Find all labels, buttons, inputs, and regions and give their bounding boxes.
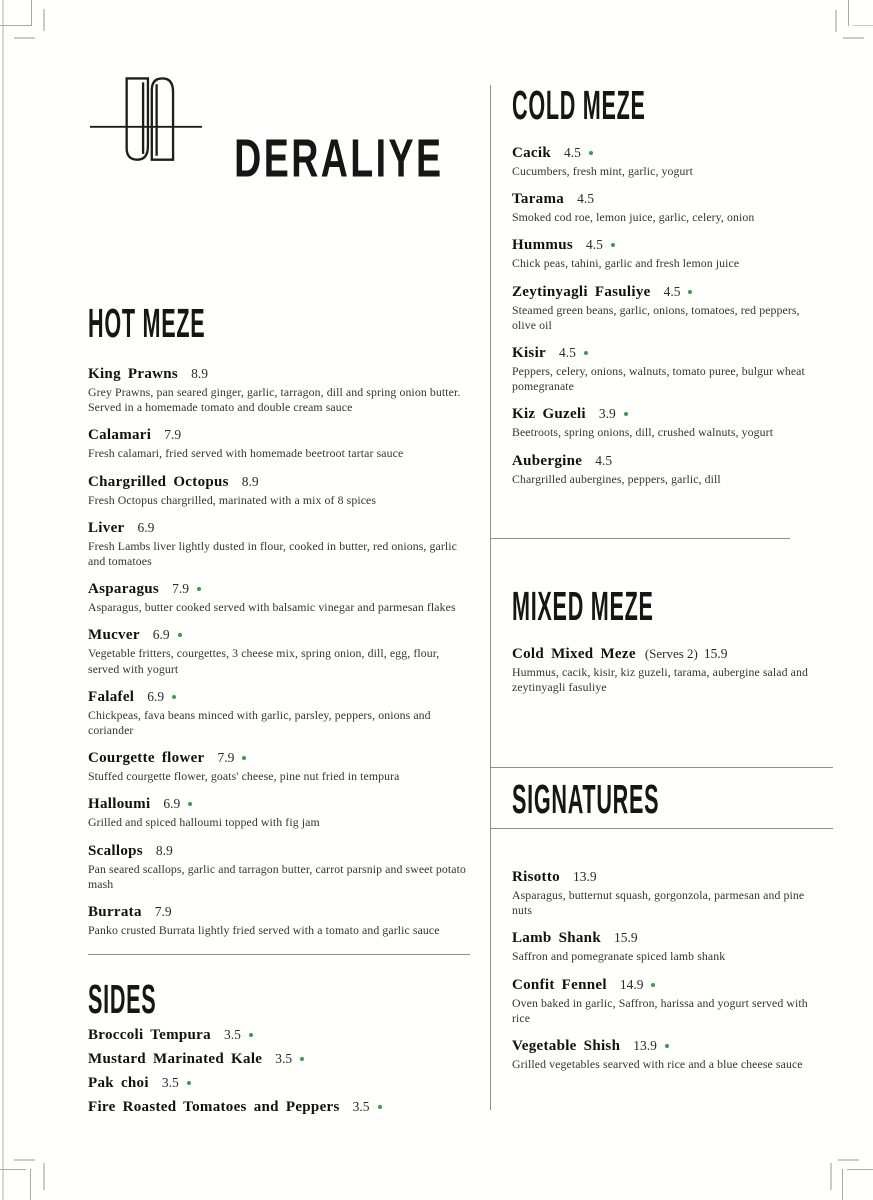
item-serving-note: (Serves 2): [644, 646, 698, 661]
item-description: Fresh Lambs liver lightly dusted in flour, cooked in butter, red onions, garlic and tomatoes: [88, 538, 457, 569]
item-price: 14.9: [619, 976, 644, 992]
signatures-top-divider: [490, 767, 833, 768]
crop-mark-line: [847, 1169, 873, 1170]
vegetarian-dot-icon: [651, 983, 655, 987]
item-description: Fresh calamari, fried served with homemade beetroot tartar sauce: [88, 446, 404, 461]
item-name: Confit Fennel: [512, 976, 607, 993]
item-price: 13.9: [633, 1038, 657, 1054]
vegetarian-dot-icon: [187, 1081, 191, 1085]
cold-meze-list: [512, 144, 814, 498]
menu-item: [88, 795, 472, 830]
menu-item: [512, 645, 814, 695]
item-name: Cold Mixed Meze: [512, 646, 636, 662]
item-price: 7.9: [172, 581, 189, 597]
vegetarian-dot-icon: [665, 1044, 669, 1048]
sides-title: SIDES: [88, 978, 157, 1023]
item-description: Peppers, celery, onions, walnuts, tomato puree, bulgur wheat pomegranate: [512, 364, 805, 394]
item-description: Chickpeas, fava beans minced with garlic, parsley, peppers, onions and coriander: [88, 707, 431, 738]
mixed-meze-list: [512, 645, 814, 706]
item-description: Grilled and spiced halloumi topped with fig jam: [88, 815, 320, 830]
item-price: 6.9: [137, 519, 155, 535]
item-name: Calamari: [88, 427, 152, 444]
item-name: Aubergine: [512, 452, 583, 469]
menu-item: [88, 365, 472, 415]
crop-mark-line: [30, 1169, 31, 1200]
cold-meze-title: COLD MEZE: [512, 84, 646, 129]
menu-item: [88, 1050, 472, 1068]
item-price: 4.5: [585, 237, 603, 253]
item-name: Scallops: [88, 842, 143, 859]
menu-item: [512, 868, 814, 918]
signatures-title: SIGNATURES: [512, 778, 660, 823]
menu-item: [512, 452, 814, 487]
vegetarian-dot-icon: [300, 1057, 304, 1061]
item-price: 4.5: [564, 145, 581, 160]
item-name: Risotto: [512, 869, 560, 885]
brand-logo: [88, 72, 470, 189]
crop-mark-tick: [838, 1159, 859, 1161]
item-name: Asparagus: [88, 581, 160, 598]
crop-mark-line: [0, 25, 32, 26]
item-price: 4.5: [663, 283, 681, 299]
signatures-title-divider: [490, 828, 833, 829]
item-price: 3.9: [598, 406, 616, 422]
crop-mark-tick: [14, 1159, 35, 1161]
item-description: Asparagus, butternut squash, gorgonzola, parmesan and pine nuts: [512, 888, 805, 918]
vegetarian-dot-icon: [188, 802, 192, 806]
item-description: Hummus, cacik, kisir, kiz guzeli, tarama, aubergine salad and zeytinyagli fasuliye: [512, 665, 808, 695]
crop-mark-tick: [43, 9, 45, 31]
item-name: Tarama: [512, 191, 565, 208]
hot-meze-title: HOT MEZE: [88, 302, 206, 347]
vegetarian-dot-icon: [197, 587, 201, 591]
item-description: Vegetable fritters, courgettes, 3 cheese mix, spring onion, dill, egg, flour, served with yogurt: [88, 646, 440, 676]
item-price: 6.9: [152, 627, 170, 643]
item-name: Liver: [88, 519, 125, 536]
item-name: Hummus: [512, 237, 573, 254]
item-name: Fire Roasted Tomatoes and Peppers: [88, 1099, 340, 1115]
item-description: Pan seared scallops, garlic and tarragon butter, carrot parsnip and sweet potato mash: [88, 861, 467, 891]
cold-meze-bottom-divider: [490, 538, 790, 539]
menu-item: [512, 144, 814, 179]
item-price: 4.5: [595, 452, 613, 468]
item-description: Grey Prawns, pan seared ginger, garlic, tarragon, dill and spring onion butter. Served in a homemade tomato and double cream sauce: [88, 385, 461, 415]
item-description: Oven baked in garlic, Saffron, harissa and yogurt served with rice: [512, 995, 808, 1025]
item-price: 4.5: [559, 345, 576, 361]
menu-item: [88, 688, 472, 738]
item-description: Steamed green beans, garlic, onions, tomatoes, red peppers, olive oil: [512, 302, 800, 332]
item-name: Vegetable Shish: [512, 1038, 621, 1055]
item-description: Saffron and pomegranate spiced lamb shank: [512, 949, 726, 964]
item-price: 7.9: [154, 904, 172, 920]
vegetarian-dot-icon: [249, 1033, 253, 1037]
vegetarian-dot-icon: [584, 351, 588, 355]
menu-item: [512, 1037, 814, 1072]
item-name: Mucver: [88, 627, 140, 644]
item-price: 7.9: [217, 750, 235, 766]
brand-wordmark: DERALIYE: [234, 127, 444, 189]
item-name: Cacik: [512, 145, 551, 161]
item-description: Chick peas, tahini, garlic and fresh lemon juice: [512, 256, 740, 271]
crop-mark-tick: [835, 10, 837, 32]
crop-mark-tick: [43, 1163, 45, 1190]
item-description: Beetroots, spring onions, dill, crushed walnuts, yogurt: [512, 425, 774, 440]
item-name: Chargrilled Octopus: [88, 473, 229, 490]
vegetarian-dot-icon: [178, 633, 182, 637]
crop-mark-tick: [14, 37, 35, 39]
item-price: 8.9: [191, 366, 208, 381]
item-price: 6.9: [147, 688, 165, 704]
item-description: Grilled vegetables searved with rice and a blue cheese sauce: [512, 1057, 803, 1072]
item-price: 4.5: [577, 191, 594, 207]
item-description: Panko crusted Burrata lightly fried served with a tomato and garlic sauce: [88, 923, 440, 938]
item-name: Pak choi: [88, 1075, 149, 1091]
item-price: 13.9: [572, 869, 597, 884]
item-price: 15.9: [613, 930, 638, 946]
menu-item: [512, 190, 814, 225]
column-divider-line: [490, 85, 491, 1110]
menu-item: [88, 626, 472, 676]
menu-item: [88, 903, 472, 938]
item-description: Smoked cod roe, lemon juice, garlic, celery, onion: [512, 210, 755, 225]
item-name: Burrata: [88, 904, 142, 921]
item-name: Mustard Marinated Kale: [88, 1051, 263, 1067]
vegetarian-dot-icon: [688, 290, 692, 294]
menu-item: [88, 473, 472, 508]
item-price: 6.9: [163, 796, 181, 812]
menu-item: [512, 283, 814, 333]
menu-item: [512, 929, 814, 964]
item-description: Asparagus, butter cooked served with balsamic vinegar and parmesan flakes: [88, 600, 456, 615]
menu-item: [512, 236, 814, 271]
deraliye-monogram-icon: [88, 72, 204, 170]
item-name: Kiz Guzeli: [512, 406, 586, 423]
item-name: Zeytinyagli Fasuliye: [512, 283, 651, 300]
mixed-meze-title: MIXED MEZE: [512, 585, 654, 630]
item-price: 8.9: [241, 473, 259, 489]
menu-item: [88, 749, 472, 784]
item-price: 3.5: [352, 1099, 370, 1114]
menu-item: [512, 976, 814, 1026]
item-name: King Prawns: [88, 366, 179, 382]
sides-list: [88, 1026, 472, 1122]
item-price: 3.5: [275, 1051, 293, 1066]
vegetarian-dot-icon: [589, 151, 593, 155]
crop-mark-tick: [830, 1163, 832, 1190]
crop-mark-line: [848, 0, 849, 26]
item-price: 8.9: [155, 842, 173, 858]
sides-top-divider: [88, 954, 470, 955]
item-name: Halloumi: [88, 796, 151, 813]
item-name: Falafel: [88, 688, 135, 705]
item-name: Courgette flower: [88, 750, 205, 767]
menu-item: [88, 1026, 472, 1044]
vegetarian-dot-icon: [611, 243, 615, 247]
item-name: Broccoli Tempura: [88, 1027, 211, 1043]
item-description: Fresh Octopus chargrilled, marinated with a mix of 8 spices: [88, 492, 377, 507]
item-description: Stuffed courgette flower, goats' cheese, pine nut fried in tempura: [88, 769, 400, 784]
crop-mark-tick: [843, 37, 864, 39]
menu-item: [88, 519, 472, 569]
menu-item: [512, 344, 814, 394]
page-edge-line: [2, 0, 4, 1200]
item-price: 3.5: [223, 1027, 241, 1042]
item-price: 3.5: [161, 1075, 179, 1090]
crop-mark-line: [853, 25, 873, 26]
menu-item: [88, 580, 472, 615]
item-price: 15.9: [703, 646, 728, 661]
item-description: Chargrilled aubergines, peppers, garlic, dill: [512, 471, 721, 486]
vegetarian-dot-icon: [242, 756, 246, 760]
menu-item: [88, 1098, 472, 1116]
item-name: Kisir: [512, 345, 546, 362]
crop-mark-line: [842, 1169, 843, 1200]
menu-item: [88, 842, 472, 892]
vegetarian-dot-icon: [378, 1105, 382, 1109]
vegetarian-dot-icon: [172, 695, 176, 699]
crop-mark-line: [31, 0, 32, 26]
menu-item: [88, 426, 472, 461]
menu-item: [512, 405, 814, 440]
item-price: 7.9: [164, 427, 182, 443]
vegetarian-dot-icon: [624, 412, 628, 416]
hot-meze-list: [88, 365, 472, 949]
menu-item: [88, 1074, 472, 1092]
signatures-list: [512, 868, 814, 1083]
item-description: Cucumbers, fresh mint, garlic, yogurt: [512, 164, 693, 178]
crop-mark-line: [0, 1169, 26, 1170]
item-name: Lamb Shank: [512, 930, 601, 947]
